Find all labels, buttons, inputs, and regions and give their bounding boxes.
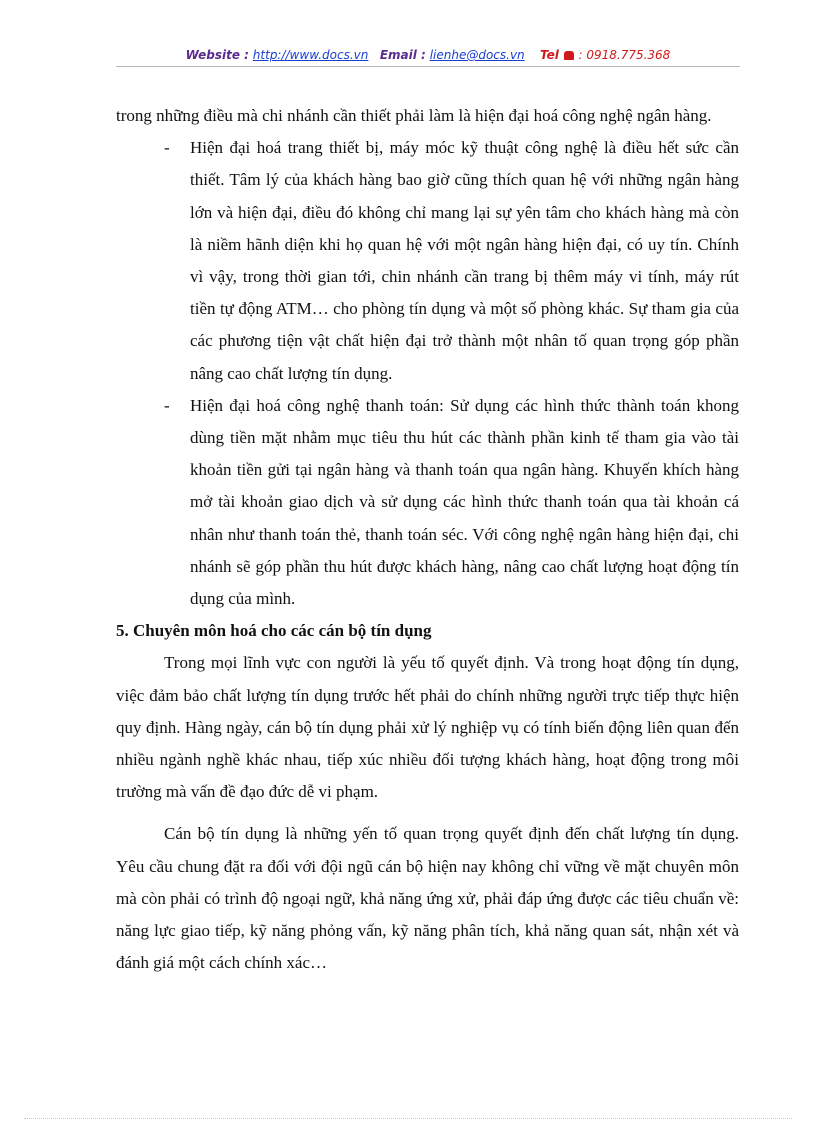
bullet-mark: - <box>164 395 170 415</box>
section-heading: 5. Chuyên môn hoá cho các cán bộ tín dụng <box>116 621 432 641</box>
website-label: Website : <box>185 48 249 62</box>
paragraph-spacer <box>116 808 739 818</box>
intro-paragraph: trong những điều mà chi nhánh cần thiết phải làm là hiện đại hoá công nghệ ngân hàng. <box>116 106 712 125</box>
tel-label: Tel <box>539 48 559 62</box>
phone-number: : 0918.775.368 <box>578 48 671 62</box>
document-body <box>116 100 739 979</box>
body-paragraph: Cán bộ tín dụng là những yến tố quan trọng quyết định đến chất lượng tín dụng. Yêu cầu chung đặt ra đối với đội ngũ cán bộ hiện nay không chỉ vững về mặt chuyên môn mà còn phải có trình độ ngoại ngữ, khả năng ứng xử, phải đáp ứng được các tiêu chuẩn về: năng lực giao tiếp, kỹ năng phỏng vấn, kỹ năng phân tích, khả năng quan sát, nhận xét và đánh giá một cách chính xác… <box>116 824 739 973</box>
bullet-text: Hiện đại hoá công nghệ thanh toán: Sử dụng các hình thức thành toán khong dùng tiền mặt nhằm mục tiêu thu hút các thành phần kinh tế tham gia vào tài khoản tiền gửi tại ngân hàng và thanh toán qua ngân hàng. Khuyến khích hàng mở tài khoản giao dịch và sử dụng các hình thức thanh toán qua tài khoản cá nhân như thanh toán thẻ, thanh toán séc. Với công nghệ ngân hàng hiện đại, chi nhánh sẽ góp phần thu hút được khách hàng, nâng cao chất lượng hoạt động tín dụng của mình. <box>190 395 739 609</box>
bullet-item-payment <box>116 390 739 615</box>
website-link[interactable]: http://www.docs.vn <box>252 48 369 62</box>
phone-icon <box>564 51 574 60</box>
page-header <box>116 44 740 67</box>
bullet-item-equipment <box>116 132 739 390</box>
email-label: Email : <box>379 48 426 62</box>
email-link[interactable]: lienhe@docs.vn <box>429 48 525 62</box>
body-paragraph: Trong mọi lĩnh vực con người là yếu tố quyết định. Và trong hoạt động tín dụng, việc đảm bảo chất lượng tín dụng trước hết phải do chính những người trực tiếp thực hiện quy định. Hàng ngày, cán bộ tín dụng phải xử lý nghiệp vụ có tính biến động liên quan đến nhiều ngành nghề khác nhau, tiếp xúc nhiều đối tượng khách hàng, hoạt động trong môi trường mà vấn đề đạo đức dễ vi phạm. <box>116 653 739 802</box>
bullet-text: Hiện đại hoá trang thiết bị, máy móc kỹ thuật công nghệ là điều hết sức cần thiết. Tâm lý của khách hàng bao giờ cũng thích quan hệ với những ngân hàng lớn và hiện đại, điều đó không chỉ mang lại sự yên tâm cho khách hàng mà còn là niềm hãnh diện khi họ quan hệ với một ngân hàng hiện đại, có uy tín. Chính vì vậy, trong thời gian tới, chin nhánh cần trang bị thêm máy vi tính, máy rút tiền tự động ATM… cho phòng tín dụng và một số phòng khác. Sự tham gia của các phương tiện vật chất hiện đại trở thành một nhân tố quan trọng góp phần nâng cao chất lượng tín dụng. <box>190 138 739 383</box>
footer-divider <box>24 1118 792 1119</box>
bullet-mark: - <box>164 138 170 158</box>
